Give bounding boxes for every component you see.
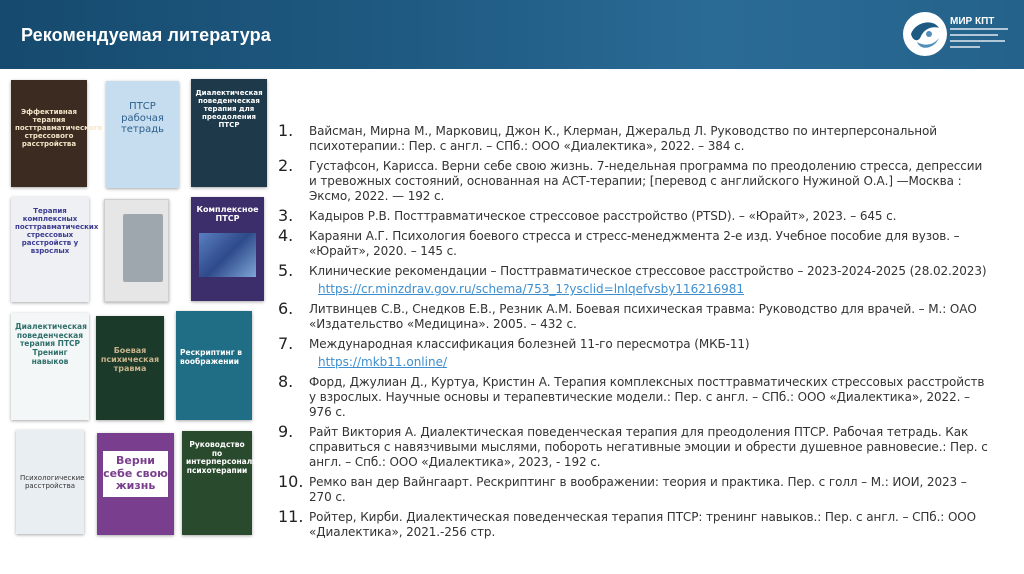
reference-number: 11. xyxy=(278,507,304,526)
reference-number: 7. xyxy=(278,334,294,353)
book-cover xyxy=(104,199,169,302)
reference-link[interactable]: https://cr.minzdrav.gov.ru/schema/753_1?ysclid=lnlqefvsby116216981 xyxy=(318,282,745,296)
reference-item xyxy=(278,206,988,225)
book-cover xyxy=(191,79,267,187)
reference-number: 3. xyxy=(278,206,294,225)
book-cover-title: Рескриптинг в воображении xyxy=(180,348,242,366)
reference-number: 2. xyxy=(278,156,294,175)
reference-item xyxy=(278,422,988,470)
reference-text: Международная классификация болезней 11-го пересмотра (МКБ-11) xyxy=(309,337,750,351)
book-cover-title: Терапия комплексных посттравматических стрессовых расстройств у взрослых xyxy=(15,207,99,256)
book-cover-title: Руководство по интерперсональной психотерапии xyxy=(186,440,273,475)
reference-text: Ремко ван дер Вайнгаарт. Рескриптинг в воображении: теория и практика. Пер. с голл – М.: ИОИ, 2023 – 270 с. xyxy=(309,475,967,504)
reference-number: 1. xyxy=(278,121,294,140)
book-cover-title: Эффективная терапия посттравматического стрессового расстройства xyxy=(15,108,103,149)
book-cover xyxy=(11,313,89,420)
book-cover-title: Комплексное ПТСР xyxy=(196,205,259,224)
book-cover-title: Психологические расстройства xyxy=(20,474,85,491)
reference-text: Литвинцев С.В., Снедков Е.В., Резник А.М. Боевая психическая травма: Руководство для врачей. – М.: ОАО «Издательство «Медицина». 2005. – 432 с. xyxy=(309,302,977,331)
logo-name: МИР КПТ xyxy=(950,16,995,27)
book-cover-image xyxy=(199,233,256,277)
reference-item xyxy=(278,261,988,297)
reference-number: 8. xyxy=(278,372,294,391)
reference-number: 9. xyxy=(278,422,294,441)
book-cover xyxy=(11,80,103,187)
book-cover xyxy=(96,316,164,420)
reference-text: Клинические рекомендации – Посттравматическое стрессовое расстройство – 2023-2024-2025 (28.02.2023) xyxy=(309,264,987,278)
book-cover-title: Диалектическая поведенческая терапия для преодоления ПТСР xyxy=(195,89,263,130)
book-cover-title: Боевая психическая травма xyxy=(100,346,160,374)
reference-text: Форд, Джулиан Д., Куртуа, Кристин А. Терапия комплексных посттравматических стрессовых расстройств у взрослых. Научные основы и терапевтические модели.: Пер. с англ. – СПб.: ООО «Диалектика», 2022. – 976 с. xyxy=(309,375,985,419)
reference-link[interactable]: https://mkb11.online/ xyxy=(318,355,447,369)
reference-item xyxy=(278,226,988,259)
book-cover-title: Верни себе свою жизнь xyxy=(103,451,168,497)
reference-item xyxy=(278,507,988,540)
reference-text: Караяни А.Г. Психология боевого стресса и стресс-менеджмента 2-е изд. Учебное пособие для вузов. – «Юрайт», 2020. – 145 с. xyxy=(309,229,960,258)
mir-kpt-logo-icon xyxy=(903,12,947,56)
reference-text: Райт Виктория А. Диалектическая поведенческая терапия для преодоления ПТСР. Рабочая тетрадь. Как справиться с навязчивыми мыслями, побороть негативные эмоции и обрести душевное равновесие.: Пер. с англ. – Спб.: ООО «Диалектика», 2023, - 192 с. xyxy=(309,425,988,469)
reference-number: 4. xyxy=(278,226,294,245)
logo-subtitle xyxy=(950,28,1010,52)
reference-list xyxy=(278,121,988,545)
book-cover xyxy=(11,197,99,302)
book-cover-title: ПТСР рабочая тетрадь xyxy=(120,101,165,135)
reference-number: 6. xyxy=(278,299,294,318)
reference-item xyxy=(278,156,988,204)
book-cover xyxy=(176,311,252,420)
book-cover xyxy=(16,430,84,534)
book-cover xyxy=(106,81,179,188)
reference-number: 5. xyxy=(278,261,294,280)
book-cover xyxy=(182,431,273,535)
page-title: Рекомендуемая литература xyxy=(21,25,271,45)
reference-text: Ройтер, Кирби. Диалектическая поведенческая терапия ПТСР: тренинг навыков.: Пер. с англ. – СПб.: ООО «Диалектика», 2021.-256 стр. xyxy=(309,510,976,539)
reference-number: 10. xyxy=(278,472,304,491)
reference-text: Кадыров Р.В. Посттравматическое стрессовое расстройство (PTSD). – «Юрайт», 2023. – 645 с. xyxy=(309,209,897,223)
book-cover xyxy=(97,433,174,535)
reference-text: Вайсман, Мирна М., Марковиц, Джон К., Клерман, Джеральд Л. Руководство по интерперсональной психотерапии.: Пер. с англ. – СПб.: ООО «Диалектика», 2022. – 384 с. xyxy=(309,124,937,153)
reference-item xyxy=(278,121,988,154)
reference-item xyxy=(278,334,988,370)
reference-item xyxy=(278,472,988,505)
book-covers xyxy=(0,0,290,574)
book-cover-title: Диалектическая поведенческая терапия ПТСР Тренинг навыков xyxy=(15,322,87,366)
reference-item xyxy=(278,299,988,332)
reference-item xyxy=(278,372,988,420)
book-cover xyxy=(191,197,264,301)
reference-text: Густафсон, Карисса. Верни себе свою жизнь. 7-недельная программа по преодолению стресса, депрессии и тревожных состояний, основанная на АСТ-терапии; [перевод с английского Нужиной О.А.] —Москва : Эксмо, 2022. — 192 с. xyxy=(309,159,983,203)
book-cover-panel xyxy=(123,214,163,282)
